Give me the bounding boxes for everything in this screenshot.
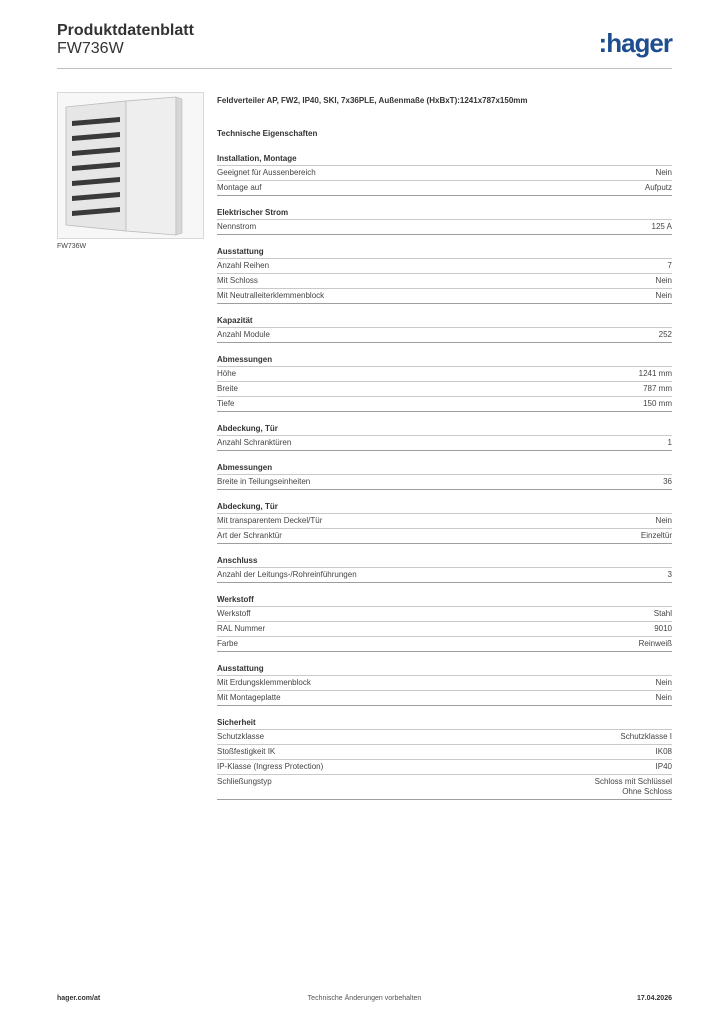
property-value-text: Nein <box>655 168 672 177</box>
property-section <box>217 207 672 235</box>
property-row <box>217 274 672 289</box>
property-section <box>217 717 672 800</box>
property-value-text: 787 mm <box>643 384 672 393</box>
property-value-text: 1241 mm <box>638 369 672 378</box>
property-section <box>217 555 672 583</box>
property-label: Tiefe <box>217 399 235 408</box>
page-header <box>57 20 672 69</box>
property-value <box>656 678 672 688</box>
section-title: Abmessungen <box>217 354 672 367</box>
property-row <box>217 622 672 637</box>
property-value <box>652 222 672 232</box>
property-label: Schließungstyp <box>217 777 272 786</box>
property-value <box>656 693 672 703</box>
property-value-text: Schutzklasse I <box>620 732 672 741</box>
property-value-text: IK08 <box>655 747 672 756</box>
property-label: Mit Neutralleiterklemmenblock <box>217 291 325 300</box>
property-value <box>639 369 672 379</box>
footer-disclaimer: Technische Änderungen vorbehalten <box>307 995 422 1002</box>
property-row <box>217 328 672 343</box>
property-value <box>654 624 672 634</box>
property-row <box>217 607 672 622</box>
product-description: Feldverteiler AP, FW2, IP40, SKI, 7x36PLE, Außenmaße (HxBxT):1241x787x150mm <box>217 96 528 105</box>
property-label: Werkstoff <box>217 609 251 618</box>
section-title: Kapazität <box>217 315 672 328</box>
property-row <box>217 181 672 196</box>
property-section <box>217 501 672 544</box>
property-value-text: 150 mm <box>643 399 672 408</box>
property-row <box>217 745 672 760</box>
product-image <box>57 92 204 239</box>
property-label: Breite in Teilungseinheiten <box>217 477 311 486</box>
property-value-text: 3 <box>667 570 672 579</box>
footer-website: hager.com/at <box>57 995 101 1002</box>
property-value <box>659 330 672 340</box>
section-title: Werkstoff <box>217 594 672 607</box>
property-value-text: Aufputz <box>644 183 672 192</box>
property-row <box>217 730 672 745</box>
property-label: Mit transparentem Deckel/Tür <box>217 516 323 525</box>
property-value <box>654 609 672 619</box>
property-value-text: Nein <box>655 678 672 687</box>
property-row <box>217 760 672 775</box>
property-value-text: 1 <box>667 438 672 447</box>
property-section <box>217 315 672 343</box>
property-section <box>217 594 672 652</box>
property-value-text: IP40 <box>655 762 672 771</box>
property-row <box>217 259 672 274</box>
property-value <box>645 183 672 193</box>
property-row <box>217 775 672 800</box>
property-value <box>639 639 672 649</box>
property-row <box>217 289 672 304</box>
section-title: Abdeckung, Tür <box>217 501 672 514</box>
section-title: Ausstattung <box>217 663 672 676</box>
property-value <box>641 531 672 541</box>
property-row <box>217 676 672 691</box>
property-section <box>217 153 672 196</box>
property-value-text: 9010 <box>654 624 672 633</box>
property-value-text: 7 <box>667 261 672 270</box>
property-value-text: 252 <box>658 330 672 339</box>
tech-heading: Technische Eigenschaften <box>217 129 318 138</box>
property-value <box>643 399 672 409</box>
footer-date: 17.04.2026 <box>636 995 672 1002</box>
property-section <box>217 423 672 451</box>
property-value-text: Ohne Schloss <box>622 787 672 796</box>
property-value <box>656 291 672 301</box>
property-label: Anzahl der Leitungs-/Rohreinführungen <box>217 570 357 579</box>
property-label: Farbe <box>217 639 238 648</box>
property-label: Geeignet für Aussenbereich <box>217 168 316 177</box>
property-value-text: Stahl <box>653 609 672 618</box>
property-label: Mit Erdungsklemmenblock <box>217 678 311 687</box>
section-title: Anschluss <box>217 555 672 568</box>
property-label: Anzahl Reihen <box>217 261 270 270</box>
property-section <box>217 663 672 706</box>
property-label: Mit Schloss <box>217 276 258 285</box>
property-value-text: Nein <box>655 693 672 702</box>
property-value <box>663 477 672 487</box>
section-title: Sicherheit <box>217 717 672 730</box>
property-row <box>217 529 672 544</box>
property-label: Art der Schranktür <box>217 531 282 540</box>
property-label: RAL Nummer <box>217 624 266 633</box>
page-title: Produktdatenblatt <box>57 22 194 39</box>
property-value-text: 36 <box>663 477 672 486</box>
property-value <box>656 747 672 757</box>
property-value <box>595 777 672 797</box>
property-label: IP-Klasse (Ingress Protection) <box>217 762 324 771</box>
property-row <box>217 367 672 382</box>
section-title: Ausstattung <box>217 246 672 259</box>
property-label: Montage auf <box>217 183 262 192</box>
property-section <box>217 354 672 412</box>
section-title: Installation, Montage <box>217 153 672 166</box>
property-row <box>217 397 672 412</box>
property-value-text: Reinweiß <box>638 639 672 648</box>
property-section <box>217 246 672 304</box>
datasheet-content <box>217 96 672 811</box>
property-label: Breite <box>217 384 238 393</box>
property-section <box>217 462 672 490</box>
property-label: Stoßfestigkeit IK <box>217 747 276 756</box>
property-row <box>217 568 672 583</box>
property-label: Höhe <box>217 369 237 378</box>
property-sections <box>217 153 672 800</box>
property-label: Mit Montageplatte <box>217 693 281 702</box>
property-label: Schutzklasse <box>217 732 265 741</box>
property-value <box>620 732 672 742</box>
property-value-text: Nein <box>655 291 672 300</box>
section-title: Abdeckung, Tür <box>217 423 672 436</box>
property-value-text: 125 A <box>651 222 672 231</box>
property-value <box>668 570 672 580</box>
property-row <box>217 691 672 706</box>
section-title: Elektrischer Strom <box>217 207 672 220</box>
property-value-text: Nein <box>655 516 672 525</box>
property-row <box>217 514 672 529</box>
product-code: FW736W <box>57 40 124 57</box>
property-value <box>643 384 672 394</box>
distribution-cabinet-illustration <box>58 93 203 238</box>
property-row <box>217 166 672 181</box>
property-value <box>656 516 672 526</box>
property-row <box>217 220 672 235</box>
property-value-text: Nein <box>655 276 672 285</box>
property-label: Nennstrom <box>217 222 257 231</box>
property-value-text: Einzeltür <box>640 531 672 540</box>
hager-logo: :hager <box>598 28 672 58</box>
property-value <box>656 276 672 286</box>
property-value <box>656 168 672 178</box>
property-row <box>217 436 672 451</box>
property-row <box>217 382 672 397</box>
property-value-text: Schloss mit Schlüssel <box>594 777 672 786</box>
property-value <box>656 762 672 772</box>
property-label: Anzahl Module <box>217 330 270 339</box>
section-title: Abmessungen <box>217 462 672 475</box>
property-value <box>668 261 672 271</box>
property-value <box>668 438 672 448</box>
property-row <box>217 637 672 652</box>
property-row <box>217 475 672 490</box>
image-caption: FW736W <box>57 243 87 250</box>
property-label: Anzahl Schranktüren <box>217 438 292 447</box>
page-footer <box>57 995 672 1009</box>
